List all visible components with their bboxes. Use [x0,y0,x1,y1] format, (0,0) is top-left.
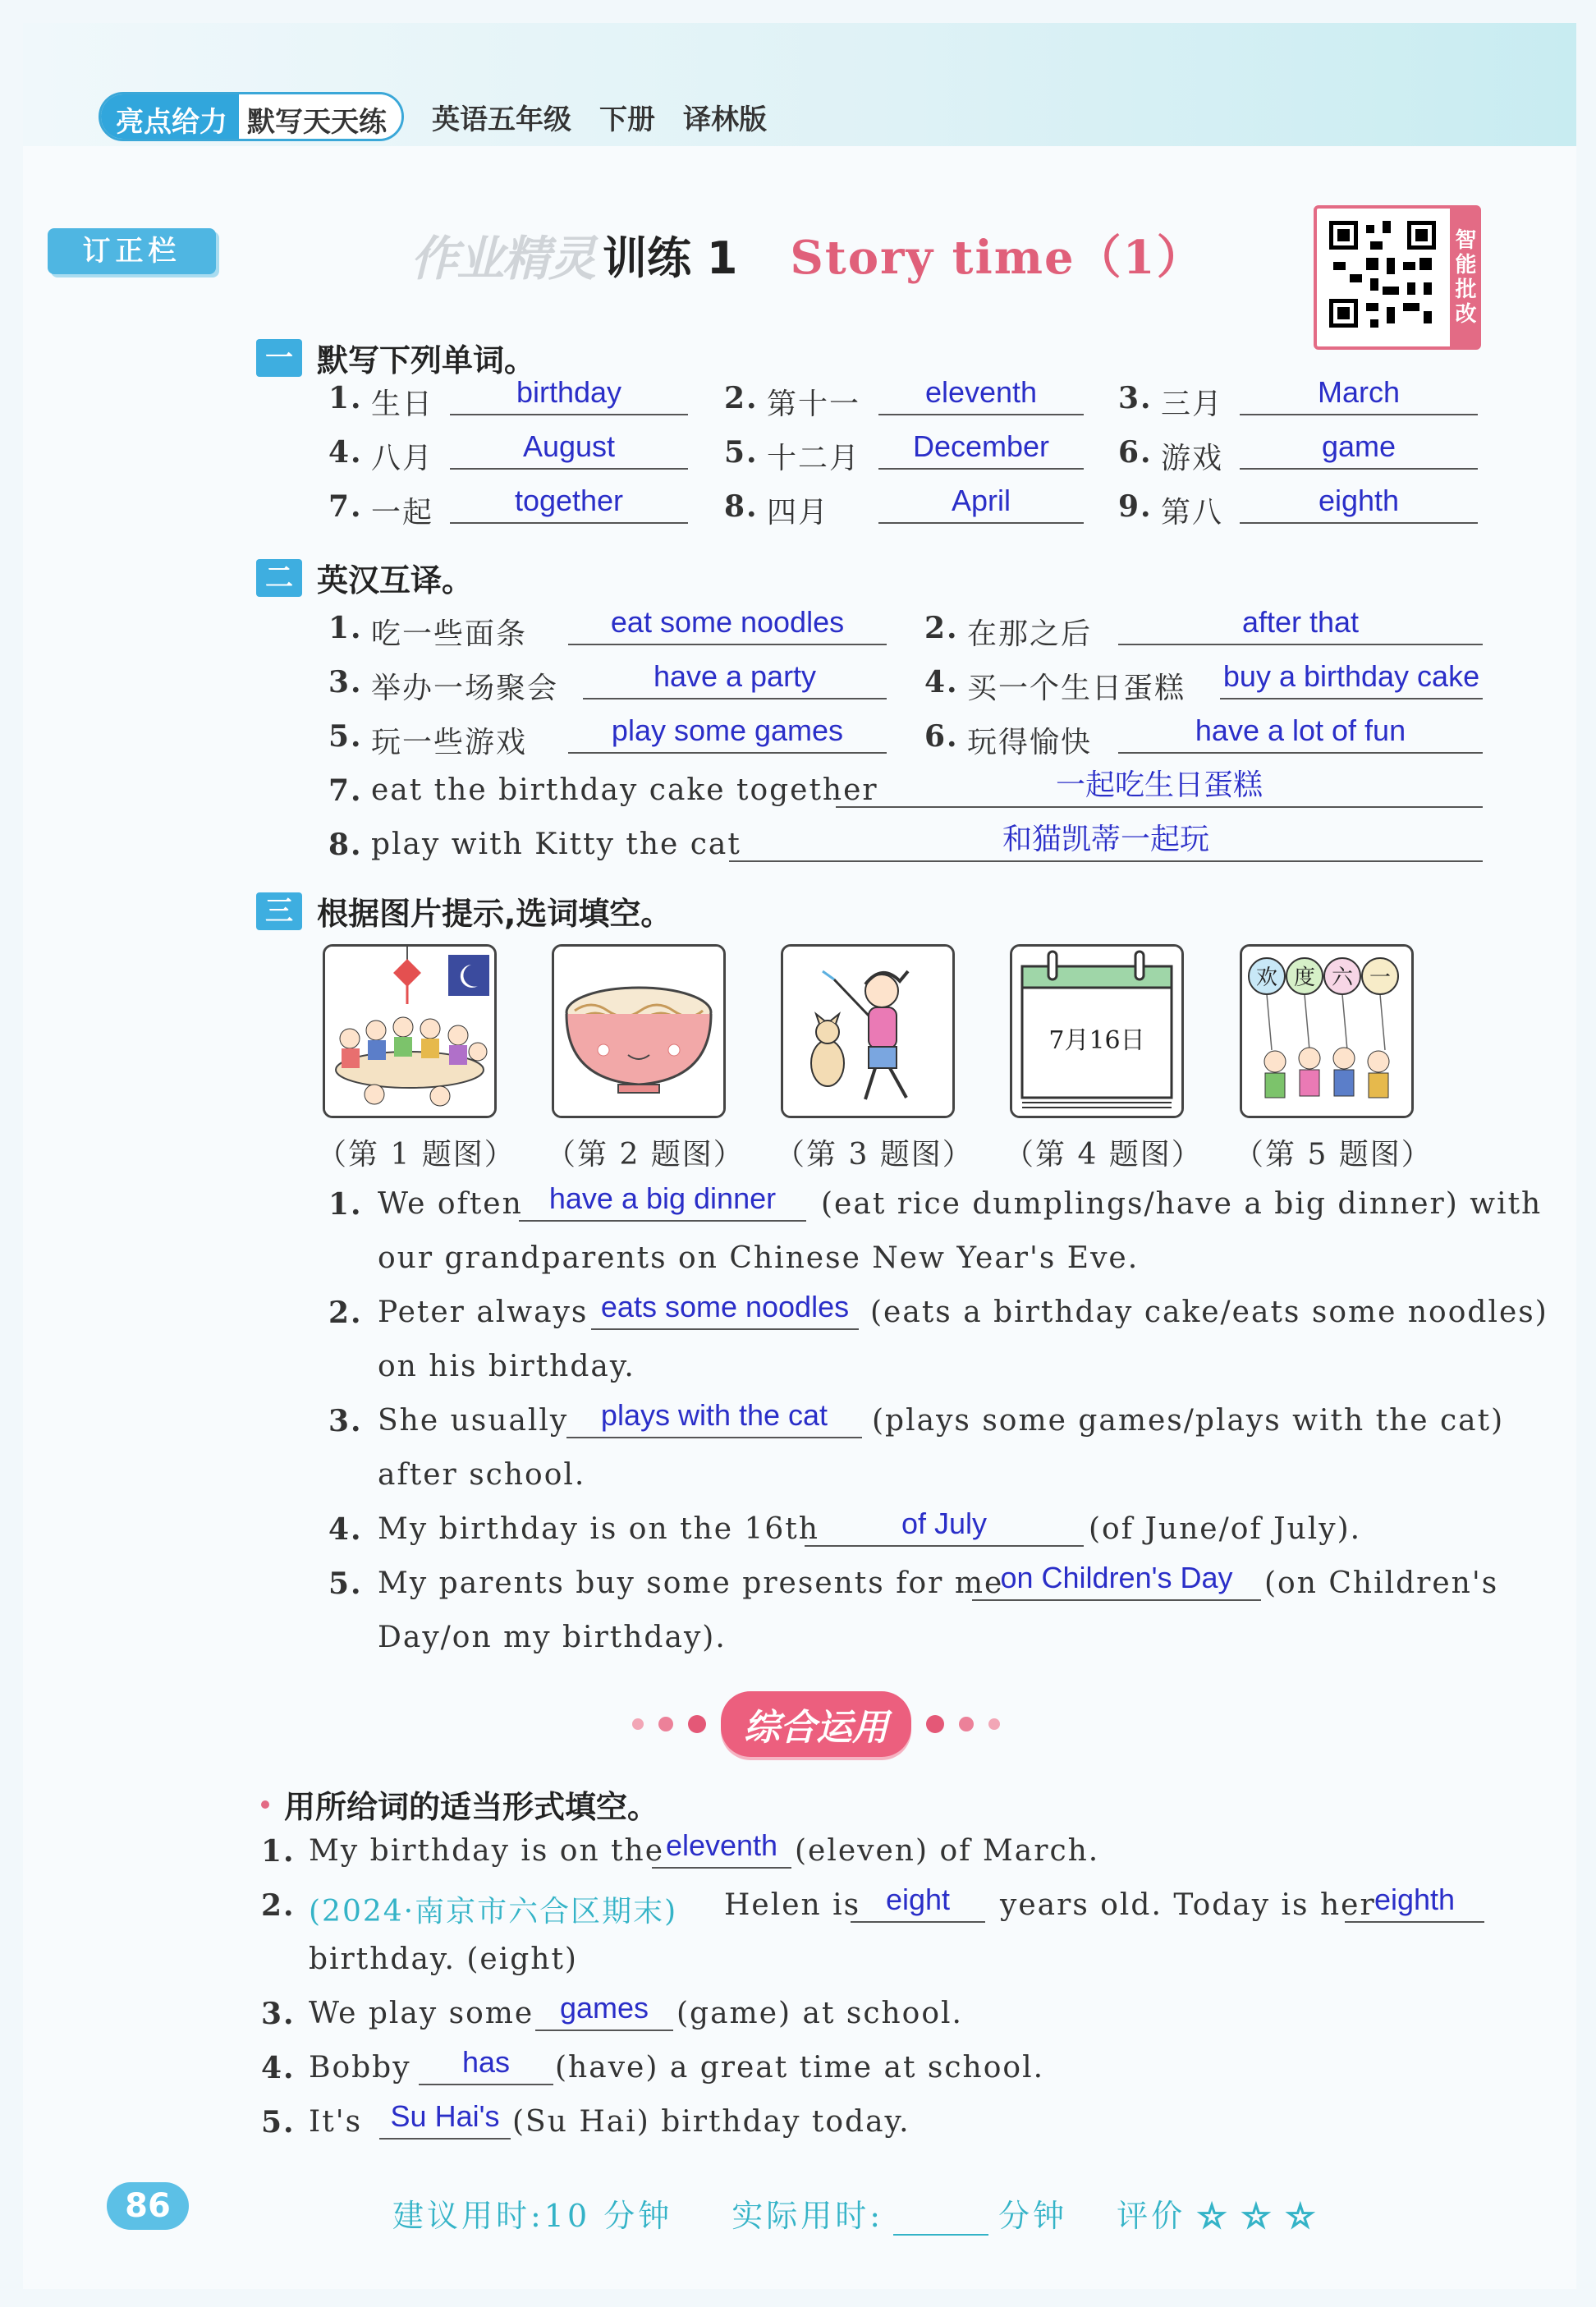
sentence-text: We play some [309,1997,534,2030]
decor-dot [959,1717,974,1731]
brand-pill [99,92,404,141]
picture-caption: （第 3 题图） [775,1138,974,1172]
answer-blank[interactable]: March [1240,371,1478,415]
sentence-continuation: Day/on my birthday). [378,1621,727,1654]
prompt-label: 生日 [371,388,434,421]
answer-blank[interactable]: together [450,479,688,524]
source-note: (2024·南京市六合区期末) [309,1895,678,1929]
answer-blank[interactable]: August [450,425,688,470]
question-number: 8. [328,828,363,862]
footer-timing [392,2190,1319,2236]
question-number: 3. [328,1404,363,1438]
prompt-label: 玩一些游戏 [371,726,528,759]
prompt-label: 在那之后 [967,617,1093,651]
answer-blank[interactable]: birthday [450,371,688,415]
calendar-date: 7月16日 [1048,1026,1145,1055]
sentence-text: Bobby [309,2051,411,2085]
sentence-text: (Su Hai) birthday today. [512,2105,910,2139]
question-number: 9. [1118,489,1153,524]
balloon-character: 一 [1369,965,1392,990]
comprehensive-badge-row [632,1691,1000,1757]
balloon-character: 六 [1331,965,1354,990]
comprehensive-badge: 综合运用 [721,1691,911,1757]
question-number: 4. [328,435,363,470]
actual-time-label: 实际用时: [732,2198,884,2234]
sentence-text: It's [309,2105,363,2139]
lesson-title [410,218,1204,291]
sentence-continuation: our grandparents on Chinese New Year's Eve. [378,1241,1140,1275]
book-header [99,92,767,141]
picture-caption: （第 2 题图） [546,1138,745,1172]
question-number: 3. [261,1997,296,2031]
decor-dot [926,1715,944,1733]
section1-title: 默写下列单词。 [317,342,536,378]
prompt-label: 买一个生日蛋糕 [967,672,1186,705]
prompt-label: 玩得愉快 [967,726,1093,759]
actual-time-field[interactable] [893,2204,988,2236]
sentence-options: (eat rice dumplings/have a big dinner) with [821,1187,1543,1221]
sentence-text: (game) at school. [676,1997,963,2030]
section4-heading [261,1782,658,1827]
sentence-text: We often [378,1187,523,1221]
subject-label: 英语五年级 [432,103,571,136]
answer-blank[interactable]: buy a birthday cake [1220,655,1483,699]
sentence-text: She usually [378,1404,569,1438]
picture-family-dinner [323,944,497,1118]
answer-blank[interactable]: eat some noodles [568,601,887,645]
decor-dot [988,1718,1000,1730]
section2-title: 英汉互译。 [317,562,474,599]
noodle-bowl-illustration [554,947,723,1116]
section2-number: 二 [256,559,302,597]
picture-caption: （第 4 题图） [1004,1138,1203,1172]
smart-grading-label: 智能批改 [1450,209,1478,346]
question-number: 1. [328,1187,363,1222]
star-icon[interactable]: ☆ [1285,2198,1319,2236]
answer-blank[interactable]: April [878,479,1084,524]
answer-blank[interactable]: eight [851,1878,985,1923]
question-number: 5. [328,719,363,754]
childrens-day-illustration [1242,947,1411,1116]
question-number: 4. [924,665,959,699]
prompt-label: 四月 [767,496,830,530]
section3-title: 根据图片提示,选词填空。 [317,896,672,932]
star-icon[interactable]: ☆ [1241,2198,1274,2236]
answer-blank[interactable]: after that [1118,601,1483,645]
sentence-options: (eats a birthday cake/eats some noodles) [870,1296,1548,1329]
question-number: 5. [724,435,759,470]
prompt-label: 游戏 [1161,442,1224,475]
sentence-text: (have) a great time at school. [555,2051,1045,2085]
brand-label-b: 默写天天练 [239,94,401,139]
question-number: 2. [724,381,759,415]
answer-blank[interactable]: has [419,2041,553,2085]
sentence-text: Helen is [724,1888,861,1922]
answer-blank[interactable]: of July [805,1502,1084,1547]
decor-dot [632,1718,644,1730]
picture-noodle-bowl [552,944,726,1118]
answer-blank[interactable]: have a big dinner [519,1177,806,1222]
prompt-label: 三月 [1161,388,1224,421]
question-number: 6. [1118,435,1153,470]
calendar-illustration [1012,947,1181,1116]
rating-label: 评价 [1117,2198,1186,2234]
answer-blank[interactable]: have a party [583,655,887,699]
minutes-label: 分钟 [998,2198,1068,2234]
question-number: 4. [261,2051,296,2085]
correction-column-label: 订正栏 [48,228,216,274]
question-number: 5. [328,1566,363,1601]
answer-blank[interactable]: eats some noodles [591,1286,859,1330]
answer-blank[interactable]: December [878,425,1084,470]
sentence-text: years old. Today is her [1000,1888,1376,1922]
section1-number: 一 [256,339,302,377]
picture-caption: （第 1 题图） [317,1138,516,1172]
answer-blank[interactable]: on Children's Day [972,1557,1261,1601]
sentence-continuation: birthday. (eight) [309,1942,578,1976]
prompt-label: 举办一场聚会 [371,672,559,705]
question-number: 1. [328,381,363,415]
watermark: 作业精灵 [410,231,595,287]
question-number: 2. [924,611,959,645]
answer-blank[interactable]: eighth [1240,479,1478,524]
prompt-label: 八月 [371,442,434,475]
question-number: 2. [328,1296,363,1330]
question-number: 1. [328,611,363,645]
prompt-label: play with Kitty the cat [371,828,741,861]
decor-dot [658,1717,673,1731]
answer-blank[interactable]: eleventh [652,1824,791,1869]
sentence-continuation: after school. [378,1458,586,1492]
sentence-options: (of June/of July). [1089,1512,1362,1546]
question-number: 1. [261,1834,296,1869]
question-number: 3. [1118,381,1153,415]
answer-blank[interactable]: eleventh [878,371,1084,415]
volume-label: 下册 [599,103,655,136]
sentence-text: (eleven) of March. [795,1834,1100,1868]
answer-blank[interactable]: 一起吃生日蛋糕 [836,764,1483,808]
section3-heading [256,888,672,933]
bullet-dot-icon [261,1800,269,1809]
suggested-time: 建议用时:10 分钟 [392,2198,673,2234]
answer-blank[interactable]: plays with the cat [566,1394,862,1438]
sentence-text: My parents buy some presents for me [378,1566,1004,1600]
question-number: 8. [724,489,759,524]
prompt-label: 一起 [371,496,434,530]
picture-caption: （第 5 题图） [1234,1138,1433,1172]
decor-dot [688,1715,706,1733]
prompt-label: 第十一 [767,388,861,421]
sentence-text: My birthday is on the 16th [378,1512,819,1546]
question-number: 6. [924,719,959,754]
balloon-character: 欢 [1255,965,1278,990]
question-number: 2. [261,1888,296,1923]
question-number: 5. [261,2105,296,2140]
family-dinner-illustration [325,947,494,1116]
girl-playing-cat-illustration [783,947,952,1116]
answer-blank[interactable]: eighth [1345,1878,1484,1923]
star-icon[interactable]: ☆ [1197,2198,1230,2236]
sentence-continuation: on his birthday. [378,1350,635,1383]
story-title: Story time（1） [790,231,1204,285]
sentence-text: Peter always [378,1296,589,1329]
sentence-text: My birthday is on the [309,1834,665,1868]
section2-heading [256,555,473,600]
question-number: 4. [328,1512,363,1547]
lesson-number: 训练 1 [603,232,738,284]
qr-code-icon [1325,217,1440,332]
answer-blank[interactable]: 和猫凯蒂一起玩 [729,818,1483,862]
section3-number: 三 [256,892,302,930]
question-number: 3. [328,665,363,699]
prompt-label: 吃一些面条 [371,617,528,651]
answer-blank[interactable]: Su Hai's [379,2095,511,2140]
prompt-label: 第八 [1161,496,1224,530]
picture-girl-cat [781,944,955,1118]
answer-blank[interactable]: play some games [568,709,887,754]
prompt-label: 十二月 [767,442,861,475]
brand-label-a: 亮点给力 [101,94,239,139]
question-number: 7. [328,489,363,524]
picture-childrens-day [1240,944,1414,1118]
sentence-options: (plays some games/plays with the cat) [872,1404,1505,1438]
question-number: 7. [328,773,363,808]
edition-label: 译林版 [683,103,767,136]
picture-calendar [1010,944,1184,1118]
page-number: 86 [107,2182,189,2230]
answer-blank[interactable]: have a lot of fun [1118,709,1483,754]
section4-title: 用所给词的适当形式填空。 [284,1789,659,1825]
answer-blank[interactable]: games [535,1987,673,2031]
answer-blank[interactable]: game [1240,425,1478,470]
sentence-options: (on Children's [1264,1566,1499,1600]
qr-code-card[interactable] [1314,205,1481,350]
balloon-character: 度 [1293,965,1316,990]
prompt-label: eat the birthday cake together [371,773,878,807]
